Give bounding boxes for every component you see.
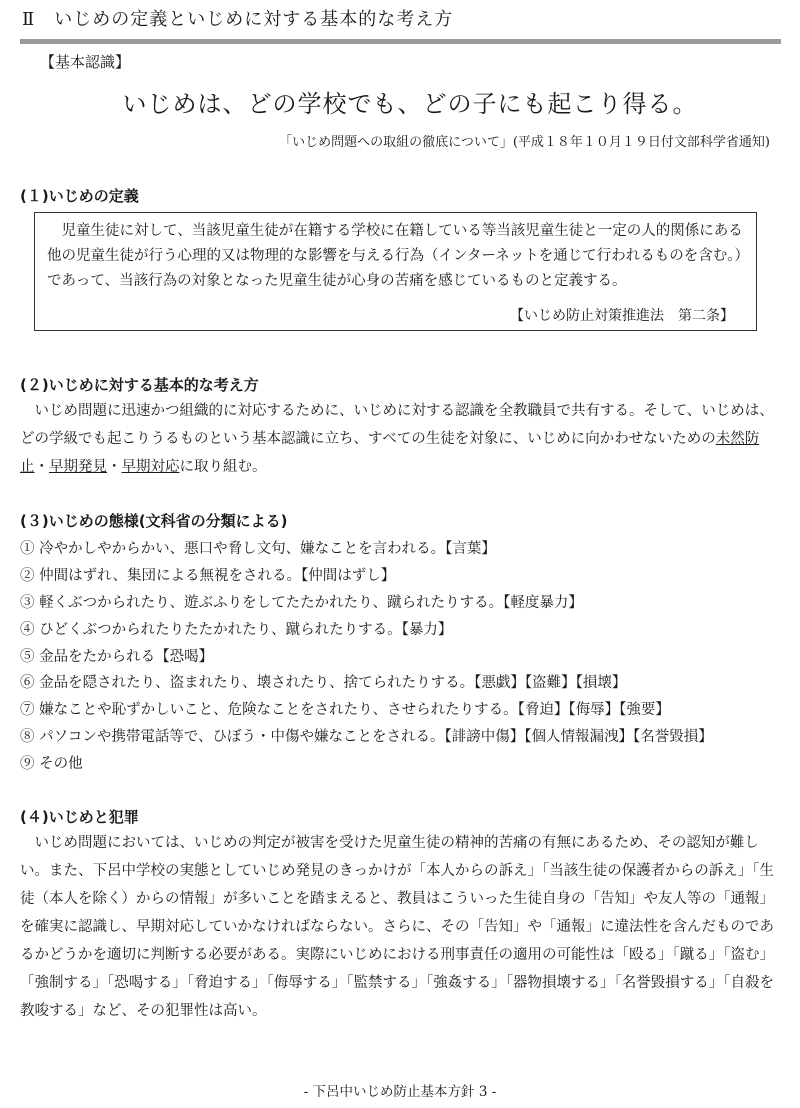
section-2-text: いじめ問題に迅速かつ組織的に対応するために、いじめに対する認識を全教職員で共有する。そして、いじめは、どの学級でも起こりうるものという基本認識に立ち、すべての生徒を対象に、いじめに向かわせないための	[20, 403, 774, 447]
separator: ・	[34, 459, 49, 475]
bullying-types-list	[20, 536, 713, 778]
section-2-heading: (２)いじめに対する基本的な考え方	[20, 376, 259, 394]
list-item: ① 冷やかしやからかい、悪口や脅し文句、嫌なことを言われる。【言葉】	[20, 541, 496, 557]
page-footer: - 下呂中いじめ防止基本方針 3 -	[303, 1084, 497, 1100]
source-note: 「いじめ問題への取組の徹底について」(平成１８年１０月１９日付文部科学省通知)	[279, 135, 770, 150]
definition-text: 児童生徒に対して、当該児童生徒が在籍する学校に在籍している等当該児童生徒と一定の人的関係にある他の児童生徒が行う心理的又は物理的な影響を与える行為（インターネットを通じて行われるものを含む。）であって、当該行為の対象となった児童生徒が心身の苦痛を感じているものと定義する。	[47, 223, 743, 289]
separator: ・	[107, 459, 122, 475]
list-item: ④ ひどくぶつかられたりたたかれたり、蹴られたりする。【暴力】	[20, 621, 453, 638]
list-item: ⑥ 金品を隠されたり、盗まれたり、壊されたり、捨てられたりする。【悪戯】【盗難】【損壊】	[20, 675, 627, 692]
title-rule	[20, 39, 781, 44]
definition-citation: 【いじめ防止対策推進法 第二条】	[510, 308, 734, 324]
section-3-heading: (３)いじめの態様(文科省の分類による)	[20, 512, 288, 530]
definition-box	[34, 212, 757, 331]
list-item: ③ 軽くぶつかられたり、遊ぶふりをしてたたかれたり、蹴られたりする。【軽度暴力】	[20, 594, 583, 611]
section-4-paragraph: いじめ問題においては、いじめの判定が被害を受けた児童生徒の精神的苦痛の有無にあるため、その認知が難しい。また、下呂中学校の実態としていじめ発見のきっかけが「本人からの訴え」「当該生徒の保護者からの訴え」「生徒（本人を除く）からの情報」が多いことを踏まえると、教員はこういった生徒自身の「告知」や友人等の「通報」を確実に認識し、早期対応していかなければならない。さらに、その「告知」や「通報」に違法性を含んだものであるかどうかを適切に判断する必要がある。実際にいじめにおける刑事責任の適用の可能性は「殴る」「蹴る」「盗む」「強制する」「恐喝する」「脅迫する」「侮辱する」「監禁する」「強姦する」「器物損壊する」「名誉毀損する」「自殺を教唆する」など、その犯罪性は高い。	[20, 835, 774, 1019]
term-early-response: 早期対応	[121, 459, 180, 475]
basic-recognition-label: 【基本認識】	[40, 53, 131, 71]
list-item: ⑤ 金品をたかられる【恐喝】	[20, 648, 214, 665]
section-2-text-end: に取り組む。	[179, 459, 267, 475]
term-prevention: 未然防止	[20, 431, 760, 475]
section-2-paragraph	[20, 397, 780, 481]
list-item: ⑨ その他	[20, 756, 83, 773]
main-statement: いじめは、どの学校でも、どの子にも起こり得る。	[122, 90, 698, 118]
list-item: ⑦ 嫌なことや恥ずかしいこと、危険なことをされたり、させられたりする。【脅迫】【侮辱】【強要】	[20, 702, 670, 719]
term-early-detection: 早期発見	[49, 459, 107, 475]
list-item: ⑧ パソコンや携帯電話等で、ひぼう・中傷や嫌なことをされる。【誹謗中傷】【個人情報漏洩】【名誉毀損】	[20, 729, 713, 746]
section-4-heading: (４)いじめと犯罪	[20, 808, 139, 826]
chapter-title: Ⅱ いじめの定義といじめに対する基本的な考え方	[22, 9, 454, 30]
list-item: ② 仲間はずれ、集団による無視をされる。【仲間はずし】	[20, 567, 396, 584]
section-1-heading: (１)いじめの定義	[20, 187, 139, 205]
